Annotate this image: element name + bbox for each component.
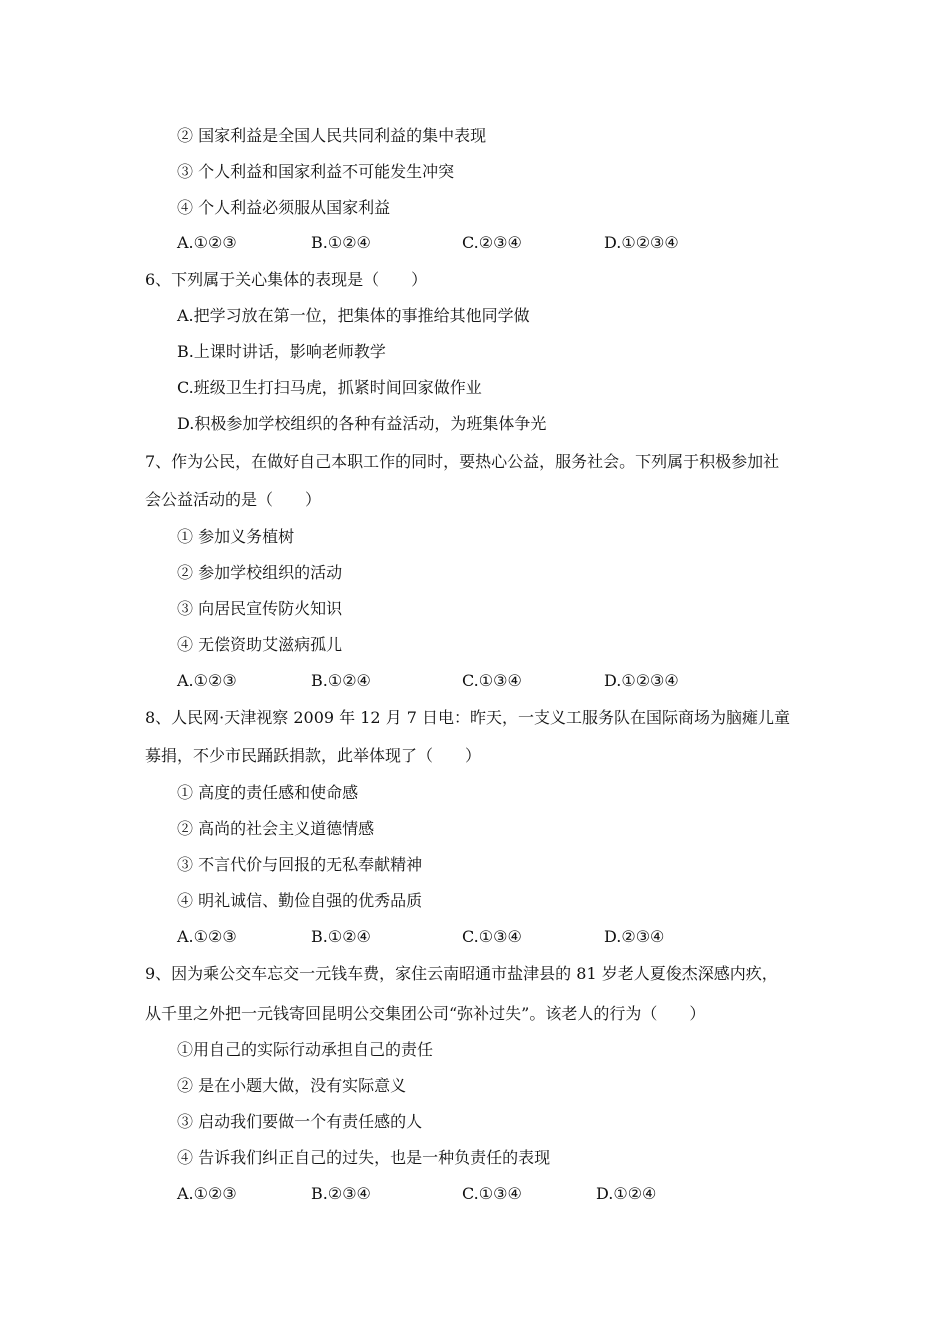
q9-option-c: C.①③④ — [462, 1184, 522, 1203]
q8-item-2: ② 高尚的社会主义道德情感 — [177, 819, 375, 838]
q8-stem-line2: 募捐，不少市民踊跃捐款，此举体现了（ ） — [145, 746, 482, 765]
q7-option-c: C.①③④ — [462, 671, 522, 690]
q5-item-4: ④ 个人利益必须服从国家利益 — [177, 198, 391, 217]
q9-option-a: A.①②③ — [177, 1184, 237, 1203]
q5-option-b: B.①②④ — [311, 233, 371, 252]
q7-stem-line1: 7、作为公民，在做好自己本职工作的同时，要热心公益，服务社会。下列属于积极参加社 — [145, 452, 780, 471]
q8-option-b: B.①②④ — [311, 927, 371, 946]
q7-item-2: ② 参加学校组织的活动 — [177, 563, 343, 582]
q5-item-2: ② 国家利益是全国人民共同利益的集中表现 — [177, 126, 487, 145]
q5-item-3: ③ 个人利益和国家利益不可能发生冲突 — [177, 162, 455, 181]
q9-stem-line1: 9、因为乘公交车忘交一元钱车费，家住云南昭通市盐津县的 81 岁老人夏俊杰深感内疚， — [145, 964, 778, 983]
q9-item-1: ①用自己的实际行动承担自己的责任 — [177, 1040, 434, 1059]
q6-option-d: D.积极参加学校组织的各种有益活动，为班集体争光 — [177, 414, 547, 433]
q9-option-b: B.②③④ — [311, 1184, 371, 1203]
q6-option-b: B.上课时讲话，影响老师教学 — [177, 342, 386, 361]
q9-item-2: ② 是在小题大做，没有实际意义 — [177, 1076, 407, 1095]
q7-stem-line2: 会公益活动的是（ ） — [145, 490, 322, 509]
q5-option-a: A.①②③ — [177, 233, 237, 252]
q7-item-1: ① 参加义务植树 — [177, 527, 295, 546]
q7-option-a: A.①②③ — [177, 671, 237, 690]
q9-item-4: ④ 告诉我们纠正自己的过失，也是一种负责任的表现 — [177, 1148, 551, 1167]
q8-stem-line1: 8、人民网·天津视察 2009 年 12 月 7 日电：昨天，一支义工服务队在国际商场为脑瘫儿童 — [145, 708, 791, 727]
q5-option-d: D.①②③④ — [604, 233, 679, 252]
q8-option-d: D.②③④ — [604, 927, 665, 946]
q8-option-c: C.①③④ — [462, 927, 522, 946]
q8-item-3: ③ 不言代价与回报的无私奉献精神 — [177, 855, 423, 874]
q8-item-4: ④ 明礼诚信、勤俭自强的优秀品质 — [177, 891, 423, 910]
q6-option-c: C.班级卫生打扫马虎，抓紧时间回家做作业 — [177, 378, 482, 397]
q8-item-1: ① 高度的责任感和使命感 — [177, 783, 359, 802]
q6-option-a: A.把学习放在第一位，把集体的事推给其他同学做 — [177, 306, 530, 325]
q5-option-c: C.②③④ — [462, 233, 522, 252]
q8-option-a: A.①②③ — [177, 927, 237, 946]
q7-option-d: D.①②③④ — [604, 671, 679, 690]
q6-stem: 6、下列属于关心集体的表现是（ ） — [145, 270, 428, 289]
q9-item-3: ③ 启动我们要做一个有责任感的人 — [177, 1112, 423, 1131]
q7-item-4: ④ 无偿资助艾滋病孤儿 — [177, 635, 343, 654]
q7-item-3: ③ 向居民宣传防火知识 — [177, 599, 343, 618]
q9-stem-line2: 从千里之外把一元钱寄回昆明公交集团公司“弥补过失”。该老人的行为（ ） — [145, 1004, 706, 1023]
q7-option-b: B.①②④ — [311, 671, 371, 690]
q9-option-d: D.①②④ — [596, 1184, 657, 1203]
